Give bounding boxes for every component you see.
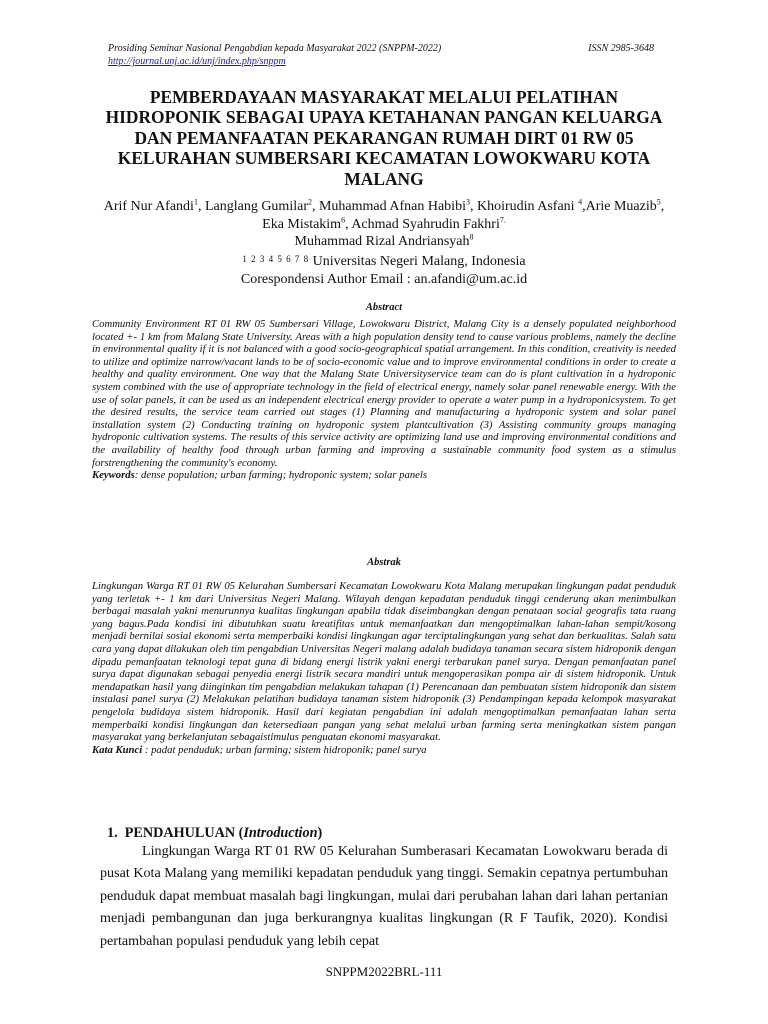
author-entry xyxy=(295,234,474,249)
section-title-text: PENDAHULUAN ( xyxy=(124,825,244,841)
section-title-close: ) xyxy=(317,825,323,841)
affiliation-line xyxy=(92,251,676,271)
journal-link[interactable]: http://journal.unj.ac.id/unj/index.php/snppm xyxy=(108,56,286,67)
author-separator: , xyxy=(197,199,205,214)
author-entry xyxy=(319,199,477,214)
author-affiliation-mark: 8 xyxy=(469,232,474,242)
author-name: Muhammad Rizal Andriansyah xyxy=(294,234,470,250)
author-name: Langlang Gumilar xyxy=(204,199,308,214)
author-name: Muhammad Afnan Habibi xyxy=(318,199,466,214)
author-separator: , xyxy=(469,199,477,214)
author-separator: , xyxy=(660,199,665,214)
author-name: Arie Muazib xyxy=(585,199,657,214)
correspondence-email: Corespondensi Author Email : an.afandi@um.ac.id xyxy=(240,271,528,287)
affiliation-numbers: 1 2 3 4 5 6 7 8 xyxy=(242,254,310,264)
paper-title: PEMBERDAYAAN MASYARAKAT MELALUI PELATIHAN HIDROPONIK SEBAGAI UPAYA KETAHANAN PANGAN KELUARGA DAN PEMANFAATAN PEKARANGAN RUMAH DIRT 01 RW 05 KELURAHAN SUMBERSARI KECAMATAN LOWOKWARU KOTA MALANG xyxy=(105,87,663,189)
author-affiliation-mark: 3 xyxy=(465,197,470,207)
keywords-line xyxy=(92,469,427,481)
affiliation-block xyxy=(92,251,676,288)
author-name: Eka Mistakim xyxy=(262,216,342,232)
abstract-body xyxy=(92,318,676,482)
section-number: 1. xyxy=(107,825,118,841)
university-name: Universitas Negeri Malang, Indonesia xyxy=(312,254,526,269)
keywords-label: Keywords xyxy=(92,469,135,482)
author-affiliation-mark: 4 xyxy=(578,197,583,207)
author-affiliation-mark: 7. xyxy=(499,214,506,224)
kata-kunci-line xyxy=(92,744,426,756)
author-name: Arif Nur Afandi xyxy=(103,199,194,214)
abstrak-body xyxy=(92,580,676,756)
author-separator: , xyxy=(345,216,352,232)
running-header xyxy=(108,42,668,68)
abstrak-text: Lingkungan Warga RT 01 RW 05 Kelurahan Sumbersari Kecamatan Lowokwaru Kota Malang merupakan lingkungan padat penduduk yang terletak +- 1 km dari Universitas Negeri Malang. Wilayah dengan kepadatan penduduk tinggi cenderung akan menimbulkan berbagai masalah yakni menurunnya kualitas lingkungan apabila tidak diseimbangkan dengan penataan social geografis tata ruang yang bagus.Pada kondisi ini dibutuhkan suatu kreatifitas untuk memanfaatkan dan mengoptimalkan lahan-lahan sempit/kosong menjadi bernilai sosial ekonomi serta memperbaiki kondisi lingkungan agar terciptalingkungan yang sehat dan berkualitas. Salah satu cara yang dapat dilakukan oleh tim pengabdian Universitas Negeri malang adalah budidaya tanaman secara sistem hidroponik dengan dipadu pemanfaatan teknologi tepat guna di bidang energi listrik yakni energi terbarukan panel surya. Dengan pemanfaatan panel surya dapat digunakan sebagai penyedia energi listrik secara mandiri untuk mengoperasikan pompa air di sistem hidroponik. Untuk mendapatkan hasil yang diinginkan tim pengabdian melakukan tahapan (1) Perencanaan dan pembuatan sistem hidroponik dan sistem instalasi panel surya (2) Melakukan pelatihan budidaya tanaman sistem hidroponik (3) Pendampingan kepada kelompok masyarakat pengelola budidaya sistem hidroponik. Hasil dari kegiatan pengabdian ini adalah mengoptimalkan pemanfaatan lahan serta memperbaiki kondisi lingkungan dan ketersediaan pangan yang sehat melalui urban farming serta meningkatkan sistem pangan masyarakat yang berkelanjutan sebagaistimulus penguatan ekonomi masyarakat. xyxy=(92,580,676,744)
author-affiliation-mark: 6 xyxy=(341,214,346,224)
author-entry xyxy=(477,199,586,214)
kata-kunci-values: : padat penduduk; urban farming; sistem hidroponik; panel surya xyxy=(142,743,427,756)
abstract-heading: Abstract xyxy=(365,302,403,313)
kata-kunci-label: Kata Kunci xyxy=(92,743,143,756)
section-title-english: Introduction xyxy=(243,825,318,841)
author-affiliation-mark: 1 xyxy=(193,197,198,207)
author-entry xyxy=(104,199,205,214)
proceedings-name: Prosiding Seminar Nasional Pengabdian kepada Masyarakat 2022 (SNPPM-2022) xyxy=(108,43,442,54)
page-footer: SNPPM2022BRL-111 xyxy=(325,964,443,979)
author-separator: , xyxy=(311,199,319,214)
abstrak-heading: Abstrak xyxy=(367,557,401,568)
keywords-values: : dense population; urban farming; hydroponic system; solar panels xyxy=(134,469,428,482)
author-list xyxy=(92,198,676,251)
author-affiliation-mark: 2 xyxy=(307,197,312,207)
author-separator: , xyxy=(582,199,586,214)
abstract-text: Community Environment RT 01 RW 05 Sumbersari Village, Lowokwaru District, Malang City is a densely populated neighborhood located +- 1 km from Malang State University. Areas with a high population density tend to cause various problems, namely the decline in environmental quality if it is not balanced with a good socio-geographical spatial arrangement. In this condition, creativity is needed to utilize and optimize narrow/vacant lands to be of socio-economic value and to improve environmental conditions in order to create a healthy and quality environment. One way that the Malang State Universityservice team can do is plant cultivation in a hydroponic system combined with the use of appropriate technology in the field of electrical energy, namely solar panel renewable energy. With the use of solar panels, it can be used as an independent electrical energy provider to operate a water pump in a hydroponicsystem. To get the desired results, the service team carried out stages (1) Planning and manufacturing a hydroponic system and solar panel installation system (2) Conducting training on hydroponic system plantcultivation (3) Assisting community groups managing hydroponic cultivation systems. The results of this service activity are optimizing land use and improving environmental conditions and the availability of healthy food through urban farming and improving a sustainable community food system as a stimulus forstrengthening the community's economy. xyxy=(92,318,676,469)
author-name: Achmad Syahrudin Fakhri xyxy=(351,216,500,232)
author-entry xyxy=(262,214,352,232)
author-entry xyxy=(586,199,665,214)
author-entry xyxy=(351,214,506,232)
author-name: Khoirudin Asfani xyxy=(476,199,579,214)
author-affiliation-mark: 5 xyxy=(656,197,661,207)
author-entry xyxy=(205,199,319,214)
intro-paragraph: Lingkungan Warga RT 01 RW 05 Kelurahan Sumberasari Kecamatan Lowokwaru berada di pusat Kota Malang yang memiliki kepadatan penduduk yang tinggi. Semakin cepatnya pertumbuhan penduduk dapat membuat masalah bagi lingkungan, mulai dari perubahan lahan dari lahan pertanian menjadi pembangunan dan juga berkurangnya kualitas lingkungan (R F Taufik, 2020). Kondisi pertambahan populasi penduduk yang lebih cepat xyxy=(100,843,668,949)
issn-number: ISSN 2985-3648 xyxy=(588,43,654,54)
